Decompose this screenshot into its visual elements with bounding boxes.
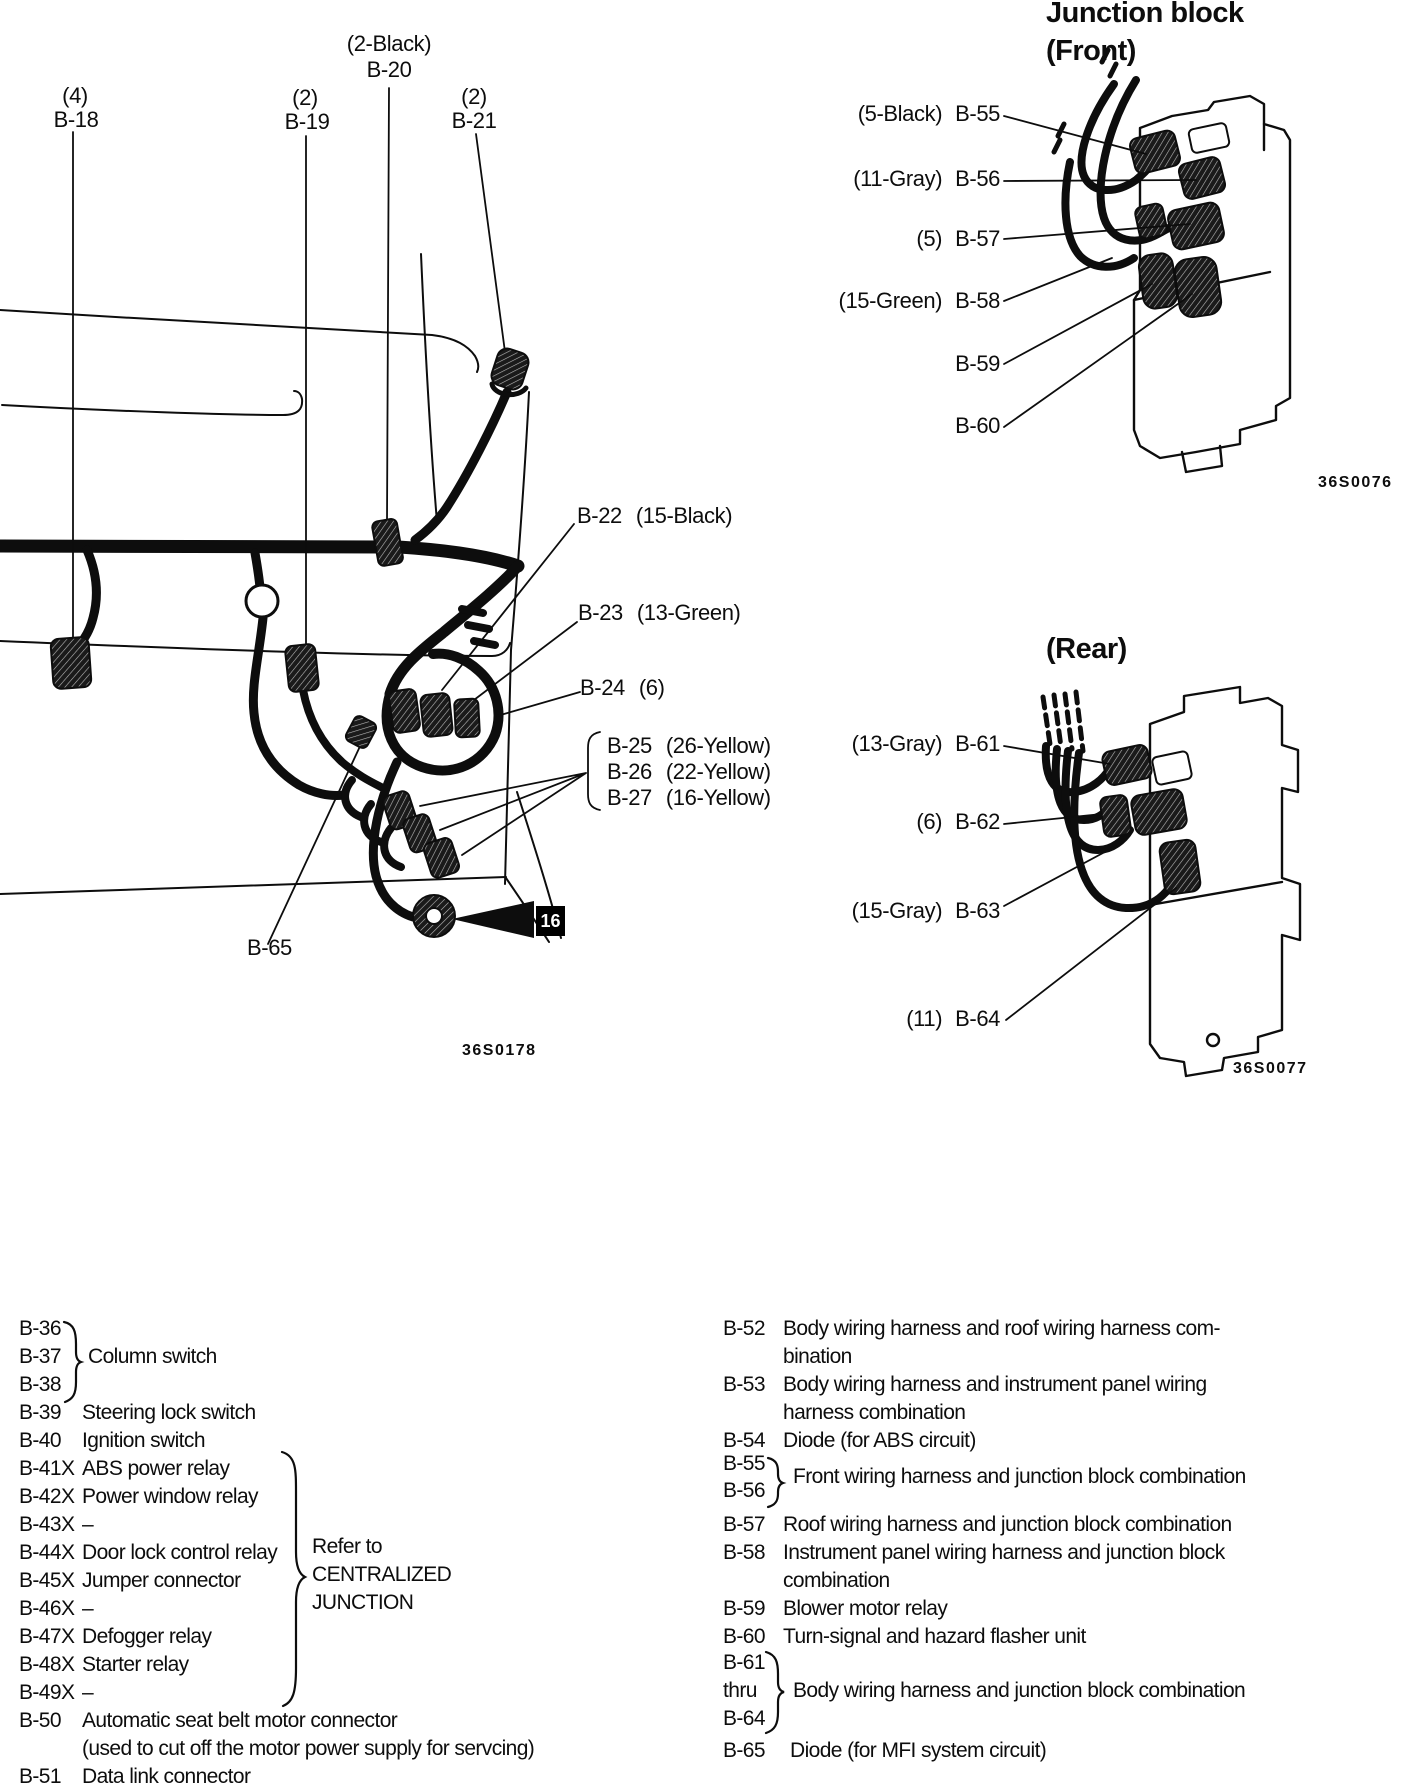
legend-code-b42x: B-42X [19, 1485, 75, 1508]
connector-b56 [1177, 155, 1226, 200]
legend-code-b57: B-57 [723, 1513, 765, 1536]
legend-code-b45x: B-45X [19, 1569, 75, 1592]
legend-desc-b44x: Door lock control relay [82, 1541, 278, 1564]
label-b57: (5) B-57 [916, 226, 1000, 251]
legend-desc-b49x: – [82, 1681, 94, 1704]
legend-desc-b58-line2: combination [783, 1569, 890, 1592]
legend-desc-b48x: Starter relay [82, 1653, 189, 1676]
label-b19-size: (2) [292, 85, 318, 110]
junction-block-title: Junction block [1046, 0, 1244, 29]
legend-code-b59: B-59 [723, 1597, 765, 1620]
label-b19: B-19 [284, 109, 330, 134]
label-b18: B-18 [53, 107, 99, 132]
legend-desc-b58: Instrument panel wiring harness and junction block [783, 1541, 1225, 1564]
connector-b20 [371, 518, 403, 567]
connector-b27 [422, 836, 461, 879]
legend-desc-column-switch: Column switch [88, 1345, 217, 1368]
label-b61: (13-Gray) B-61 [851, 731, 1000, 756]
legend-code-b49x: B-49X [19, 1681, 75, 1704]
legend-desc-b54: Diode (for ABS circuit) [783, 1429, 976, 1452]
legend-desc-b51: Data link connector [82, 1765, 251, 1788]
connector-b63 [1159, 839, 1202, 896]
legend-desc-b60: Turn-signal and hazard flasher unit [783, 1625, 1086, 1648]
legend-desc-b65: Diode (for MFI system circuit) [790, 1739, 1047, 1762]
legend-code-b37: B-37 [19, 1345, 61, 1368]
legend-code-b54: B-54 [723, 1429, 765, 1452]
connector-b62a [1099, 794, 1131, 837]
figure-id-main: 36S0178 [462, 1042, 537, 1059]
legend-desc-b50-line2: (used to cut off the motor power supply for servcing) [82, 1737, 535, 1760]
figure-id-rear: 36S0077 [1233, 1060, 1308, 1077]
refer-note-line1: Refer to [312, 1535, 382, 1558]
refer-note-line2: CENTRALIZED [312, 1563, 452, 1586]
legend-desc-b43x: – [82, 1513, 94, 1536]
connector-b60 [1173, 255, 1223, 318]
grommet [246, 585, 278, 617]
legend-desc-b55-b56: Front wiring harness and junction block combination [793, 1465, 1246, 1488]
label-b26: B-26 (22-Yellow) [607, 759, 771, 784]
connector-b59 [1137, 252, 1178, 310]
legend-code-b51: B-51 [19, 1765, 61, 1788]
junction-rear-drawing [1004, 687, 1300, 1076]
legend-desc-b47x: Defogger relay [82, 1625, 212, 1648]
label-b20: B-20 [366, 57, 412, 82]
brace-centralized-junction [282, 1452, 305, 1706]
legend-code-b38: B-38 [19, 1373, 61, 1396]
legend-code-b56: B-56 [723, 1479, 765, 1502]
legend-code-b53: B-53 [723, 1373, 765, 1396]
connector-b24 [454, 698, 480, 737]
legend-code-b50: B-50 [19, 1709, 61, 1732]
connector-b65-diode [344, 714, 378, 750]
legend-desc-b46x: – [82, 1597, 94, 1620]
legend-desc-b59: Blower motor relay [783, 1597, 948, 1620]
socket-empty [1188, 122, 1230, 153]
legend-desc-b45x: Jumper connector [82, 1569, 241, 1592]
connector-b57a [1134, 202, 1168, 239]
label-b64: (11) B-64 [906, 1006, 1000, 1031]
label-b23: B-23 (13-Green) [578, 600, 741, 625]
legend-code-b52: B-52 [723, 1317, 765, 1340]
label-b18-size: (4) [62, 83, 88, 108]
junction-front-drawing [1004, 50, 1290, 472]
legend-code-b44x: B-44X [19, 1541, 75, 1564]
legend-desc-b40: Ignition switch [82, 1429, 205, 1452]
legend-code-b43x: B-43X [19, 1513, 75, 1536]
legend-code-b40: B-40 [19, 1429, 61, 1452]
connector-b23 [420, 693, 453, 738]
legend-code-thru: thru [723, 1679, 757, 1702]
brace-b55-b56 [768, 1458, 783, 1507]
connector-ring-hole [426, 908, 442, 924]
legend-desc-b52: Body wiring harness and roof wiring harness com- [783, 1317, 1220, 1340]
label-b65: B-65 [247, 935, 292, 960]
legend-code-b47x: B-47X [19, 1625, 75, 1648]
connector-b22 [388, 688, 421, 733]
label-b63: (15-Gray) B-63 [851, 898, 1000, 923]
legend-desc-b42x: Power window relay [82, 1485, 258, 1508]
brace-b36-b38 [64, 1322, 81, 1402]
label-b60: B-60 [955, 413, 1000, 438]
legend-desc-b53-line2: harness combination [783, 1401, 966, 1424]
label-b56: (11-Gray) B-56 [853, 166, 1000, 191]
connector-b19 [285, 644, 320, 693]
legend-desc-b39: Steering lock switch [82, 1401, 256, 1424]
refer-note-line3: JUNCTION [312, 1591, 414, 1614]
legend-code-b55: B-55 [723, 1452, 765, 1475]
legend-desc-b52-line2: bination [783, 1345, 852, 1368]
label-b58: (15-Green) B-58 [838, 288, 1000, 313]
connector-b62b [1130, 788, 1188, 836]
label-b20-size: (2-Black) [346, 31, 432, 56]
label-b59: B-59 [955, 351, 1000, 376]
legend-code-b48x: B-48X [19, 1653, 75, 1676]
group-bracket [588, 732, 600, 810]
connector-b21 [489, 346, 531, 392]
brace-b61-b64 [766, 1652, 784, 1733]
legend-desc-b53: Body wiring harness and instrument panel wiring [783, 1373, 1207, 1396]
junction-front-subtitle: (Front) [1046, 35, 1136, 67]
connector-b61 [1101, 744, 1153, 787]
label-b25: B-25 (26-Yellow) [607, 733, 771, 758]
label-b24: B-24 (6) [580, 675, 665, 700]
callout-16-badge: 16 [536, 906, 565, 936]
label-b22: B-22 (15-Black) [577, 503, 733, 528]
legend-desc-b57: Roof wiring harness and junction block combination [783, 1513, 1232, 1536]
legend-code-b39: B-39 [19, 1401, 61, 1424]
main-figure-drawing [0, 85, 600, 944]
legend-code-b36: B-36 [19, 1317, 61, 1340]
label-b21-size: (2) [461, 84, 487, 109]
figure-id-front: 36S0076 [1318, 474, 1393, 491]
legend-code-b61: B-61 [723, 1651, 765, 1674]
connectors [50, 346, 531, 937]
socket-empty [1151, 751, 1192, 786]
junction-rear-title: (Rear) [1046, 633, 1127, 665]
legend-code-b64: B-64 [723, 1707, 765, 1730]
pointer-arrow [452, 901, 534, 938]
legend-code-b46x: B-46X [19, 1597, 75, 1620]
legend-code-b65: B-65 [723, 1739, 765, 1762]
legend-desc-b41x: ABS power relay [82, 1457, 230, 1480]
label-b27: B-27 (16-Yellow) [607, 785, 771, 810]
legend-code-b60: B-60 [723, 1625, 765, 1648]
label-b55: (5-Black) B-55 [857, 101, 1000, 126]
legend-code-b41x: B-41X [19, 1457, 75, 1480]
legend-code-b58: B-58 [723, 1541, 765, 1564]
label-b62: (6) B-62 [916, 809, 1000, 834]
legend-desc-b50: Automatic seat belt motor connector [82, 1709, 398, 1732]
legend-desc-b61-b64: Body wiring harness and junction block combination [793, 1679, 1246, 1702]
label-b21: B-21 [451, 108, 497, 133]
connector-b18 [50, 637, 91, 690]
